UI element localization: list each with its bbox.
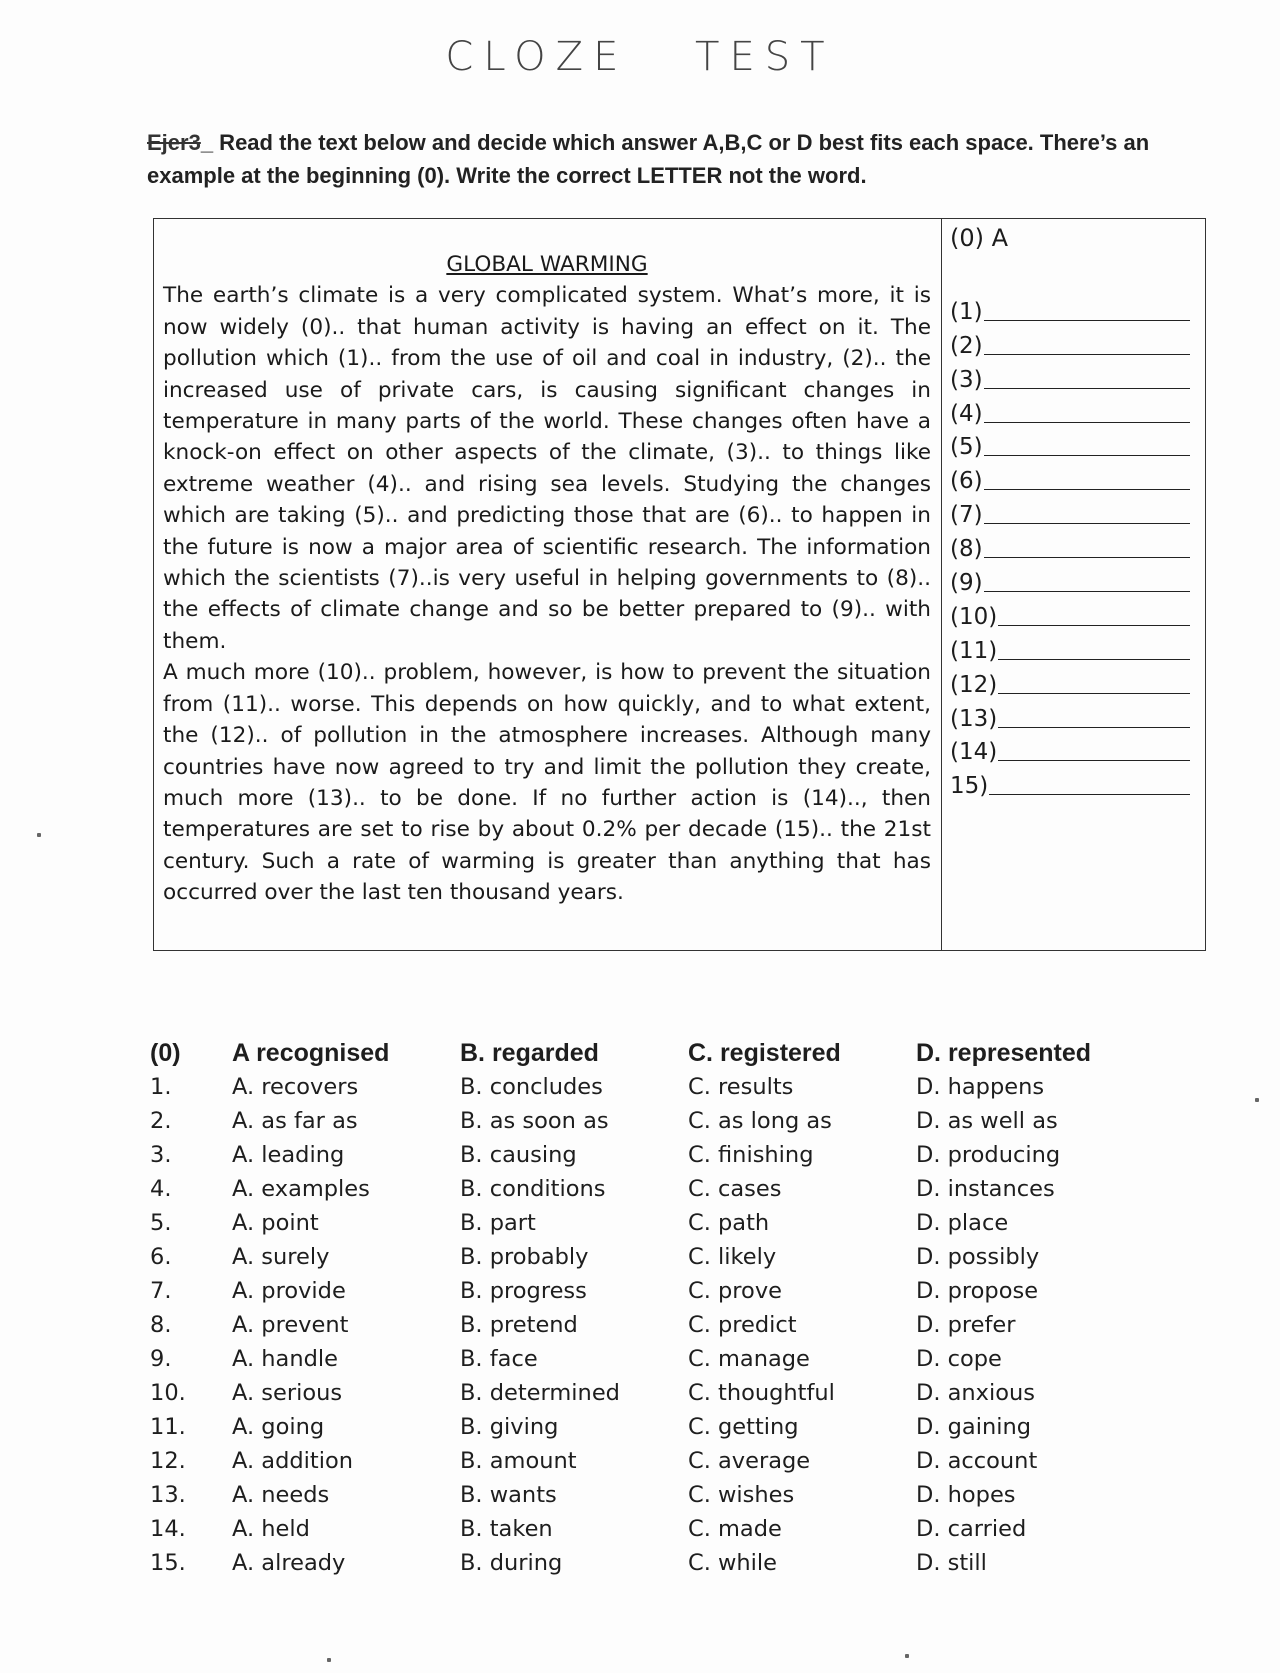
- blank-number: (6): [950, 468, 983, 495]
- blank-line[interactable]: [998, 625, 1190, 626]
- option-row: [150, 1546, 1144, 1580]
- option-a: A. as far as: [232, 1108, 358, 1134]
- blank-number: (14): [950, 739, 998, 766]
- answer-blank[interactable]: [950, 765, 1190, 799]
- option-row: [150, 1512, 1144, 1546]
- option-d: D. represented: [916, 1038, 1092, 1067]
- answer-blanks: [950, 291, 1190, 799]
- option-b: B. wants: [460, 1482, 557, 1508]
- answer-blank[interactable]: [950, 596, 1190, 630]
- passage-paragraph-1: The earth’s climate is a very complicated system. What’s more, it is now widely (0).. that human activity is having an effect on it. The pollution which (1).. from the use of oil and coal in industry, (2).. the increased use of private cars, is causing significant changes in temperature in many parts of the world. These changes often have a knock-on effect on other aspects of the climate, (3).. to things like extreme weather (4).. and rising sea levels. Studying the changes which are taking (5).. and predicting those that are (6).. to happen in the future is now a major area of scientific research. The information which the scientists (7)..is very useful in helping governments to (8).. the effects of climate change and so be better prepared to (9).. with them.: [163, 283, 931, 654]
- scan-speck: [327, 1658, 331, 1662]
- page-title: CLOZE TEST: [445, 34, 835, 80]
- instruction-text: _ Read the text below and decide which answer A,B,C or D best fits each space. There’s an example at the beginning (0). Write the correct LETTER not the word.: [147, 130, 1150, 188]
- option-b: B. pretend: [460, 1312, 578, 1338]
- option-b: B. giving: [460, 1414, 559, 1440]
- answer-example: (0) A: [950, 224, 1009, 252]
- item-number: 4.: [150, 1176, 172, 1202]
- answer-blank[interactable]: [950, 562, 1190, 596]
- blank-number: (12): [950, 671, 998, 698]
- option-b: B. face: [460, 1346, 538, 1372]
- blank-line[interactable]: [984, 523, 1190, 524]
- option-b: B. determined: [460, 1380, 620, 1406]
- blank-line[interactable]: [989, 794, 1190, 795]
- option-a: A. point: [232, 1210, 319, 1236]
- option-row: [150, 1206, 1144, 1240]
- option-a: A. surely: [232, 1244, 330, 1270]
- option-b: B. progress: [460, 1278, 587, 1304]
- option-c: C. predict: [688, 1312, 797, 1338]
- option-d: D. hopes: [916, 1482, 1016, 1508]
- blank-number: (13): [950, 705, 998, 732]
- answer-blank[interactable]: [950, 359, 1190, 393]
- scan-speck: [905, 1654, 909, 1658]
- item-number: 3.: [150, 1142, 172, 1168]
- option-d: D. cope: [916, 1346, 1002, 1372]
- answer-blank[interactable]: [950, 427, 1190, 461]
- item-number: 7.: [150, 1278, 172, 1304]
- blank-line[interactable]: [998, 693, 1190, 694]
- option-b: B. concludes: [460, 1074, 603, 1100]
- option-c: C. results: [688, 1074, 794, 1100]
- option-d: D. place: [916, 1210, 1009, 1236]
- option-d: D. as well as: [916, 1108, 1058, 1134]
- blank-number: (8): [950, 536, 983, 563]
- item-number: 14.: [150, 1516, 186, 1542]
- option-d: D. account: [916, 1448, 1038, 1474]
- option-b: B. taken: [460, 1516, 553, 1542]
- option-d: D. possibly: [916, 1244, 1040, 1270]
- option-row: [150, 1308, 1144, 1342]
- blank-line[interactable]: [984, 489, 1190, 490]
- blank-line[interactable]: [984, 422, 1190, 423]
- blank-line[interactable]: [984, 388, 1190, 389]
- option-row: [150, 1240, 1144, 1274]
- option-d: D. instances: [916, 1176, 1055, 1202]
- answer-blank[interactable]: [950, 698, 1190, 732]
- option-a: A. already: [232, 1550, 346, 1576]
- item-number: 2.: [150, 1108, 172, 1134]
- option-c: C. getting: [688, 1414, 799, 1440]
- option-b: B. during: [460, 1550, 563, 1576]
- option-b: B. regarded: [460, 1038, 599, 1067]
- option-row: [150, 1104, 1144, 1138]
- option-row: [150, 1138, 1144, 1172]
- option-d: D. anxious: [916, 1380, 1035, 1406]
- blank-number: (11): [950, 637, 998, 664]
- option-c: C. cases: [688, 1176, 782, 1202]
- option-c: C. likely: [688, 1244, 777, 1270]
- option-row: [150, 1444, 1144, 1478]
- blank-number: (5): [950, 434, 983, 461]
- option-a: A. needs: [232, 1482, 330, 1508]
- blank-number: (1): [950, 298, 983, 325]
- option-d: D. still: [916, 1550, 987, 1576]
- item-number: 12.: [150, 1448, 186, 1474]
- exercise-marker: Ejer3: [147, 130, 201, 155]
- answer-blank[interactable]: [950, 460, 1190, 494]
- blank-line[interactable]: [984, 354, 1190, 355]
- passage-heading: GLOBAL WARMING: [446, 252, 648, 277]
- option-a: A recognised: [232, 1038, 390, 1067]
- option-d: D. producing: [916, 1142, 1061, 1168]
- option-c: C. while: [688, 1550, 778, 1576]
- option-b: B. causing: [460, 1142, 577, 1168]
- option-b: B. conditions: [460, 1176, 606, 1202]
- scan-speck: [37, 833, 41, 837]
- blank-line[interactable]: [984, 557, 1190, 558]
- answer-blank[interactable]: [950, 630, 1190, 664]
- blank-number: (3): [950, 366, 983, 393]
- item-number: 6.: [150, 1244, 172, 1270]
- option-c: C. finishing: [688, 1142, 814, 1168]
- blank-number: (9): [950, 570, 983, 597]
- example-option-row: [150, 1036, 1144, 1070]
- option-a: A. provide: [232, 1278, 346, 1304]
- item-number: 13.: [150, 1482, 186, 1508]
- blank-line[interactable]: [998, 659, 1190, 660]
- answer-blank[interactable]: [950, 325, 1190, 359]
- item-number: (0): [150, 1038, 181, 1067]
- option-c: C. path: [688, 1210, 770, 1236]
- option-a: A. examples: [232, 1176, 370, 1202]
- blank-number: (7): [950, 502, 983, 529]
- answer-blank[interactable]: [950, 393, 1190, 427]
- option-b: B. probably: [460, 1244, 589, 1270]
- blank-line[interactable]: [998, 760, 1190, 761]
- option-a: A. handle: [232, 1346, 338, 1372]
- option-d: D. propose: [916, 1278, 1039, 1304]
- option-b: B. amount: [460, 1448, 577, 1474]
- option-row: [150, 1274, 1144, 1308]
- answer-blank[interactable]: [950, 732, 1190, 766]
- option-row: [150, 1172, 1144, 1206]
- scan-speck: [1255, 1098, 1259, 1102]
- blank-number: (4): [950, 400, 983, 427]
- blank-line[interactable]: [998, 727, 1190, 728]
- option-d: D. carried: [916, 1516, 1027, 1542]
- option-a: A. serious: [232, 1380, 343, 1406]
- instruction: [147, 126, 1167, 192]
- blank-number: (10): [950, 603, 998, 630]
- answer-blank[interactable]: [950, 664, 1190, 698]
- option-c: C. registered: [688, 1038, 841, 1067]
- item-number: 15.: [150, 1550, 186, 1576]
- option-row: [150, 1376, 1144, 1410]
- item-number: 5.: [150, 1210, 172, 1236]
- item-number: 1.: [150, 1074, 172, 1100]
- option-c: C. prove: [688, 1278, 782, 1304]
- option-c: C. wishes: [688, 1482, 795, 1508]
- option-c: C. made: [688, 1516, 782, 1542]
- blank-line[interactable]: [984, 455, 1190, 456]
- item-number: 8.: [150, 1312, 172, 1338]
- option-a: A. going: [232, 1414, 325, 1440]
- column-divider: [941, 219, 942, 950]
- option-row: [150, 1410, 1144, 1444]
- answer-blank[interactable]: [950, 494, 1190, 528]
- option-c: C. average: [688, 1448, 811, 1474]
- item-number: 11.: [150, 1414, 186, 1440]
- passage-paragraph-2: A much more (10).. problem, however, is how to prevent the situation from (11).. worse. This depends on how quickly, and to what extent, the (12).. of pollution in the atmosphere increases. Although many countries have now agreed to try and limit the pollution they create, much more (13).. to be done. If no further action is (14).., then temperatures are set to rise by about 0.2% per decade (15).. the 21st century. Such a rate of warming is greater than anything that has occurred over the last ten thousand years.: [163, 660, 931, 906]
- option-d: D. gaining: [916, 1414, 1032, 1440]
- option-d: D. prefer: [916, 1312, 1016, 1338]
- answer-blank[interactable]: [950, 528, 1190, 562]
- item-number: 9.: [150, 1346, 172, 1372]
- blank-line[interactable]: [984, 320, 1190, 321]
- option-row: [150, 1342, 1144, 1376]
- blank-number: 15): [950, 773, 989, 800]
- blank-line[interactable]: [984, 591, 1190, 592]
- option-row: [150, 1478, 1144, 1512]
- answer-blank[interactable]: [950, 291, 1190, 325]
- item-number: 10.: [150, 1380, 186, 1406]
- option-a: A. recovers: [232, 1074, 359, 1100]
- blank-number: (2): [950, 332, 983, 359]
- option-c: C. as long as: [688, 1108, 832, 1134]
- options-table: [150, 1036, 1144, 1580]
- option-c: C. thoughtful: [688, 1380, 835, 1406]
- option-a: A. held: [232, 1516, 310, 1542]
- option-row: [150, 1070, 1144, 1104]
- passage: [163, 249, 931, 909]
- option-b: B. as soon as: [460, 1108, 609, 1134]
- option-b: B. part: [460, 1210, 536, 1236]
- option-a: A. leading: [232, 1142, 345, 1168]
- option-c: C. manage: [688, 1346, 810, 1372]
- option-a: A. addition: [232, 1448, 354, 1474]
- option-d: D. happens: [916, 1074, 1045, 1100]
- passage-box: [153, 218, 1206, 951]
- option-a: A. prevent: [232, 1312, 349, 1338]
